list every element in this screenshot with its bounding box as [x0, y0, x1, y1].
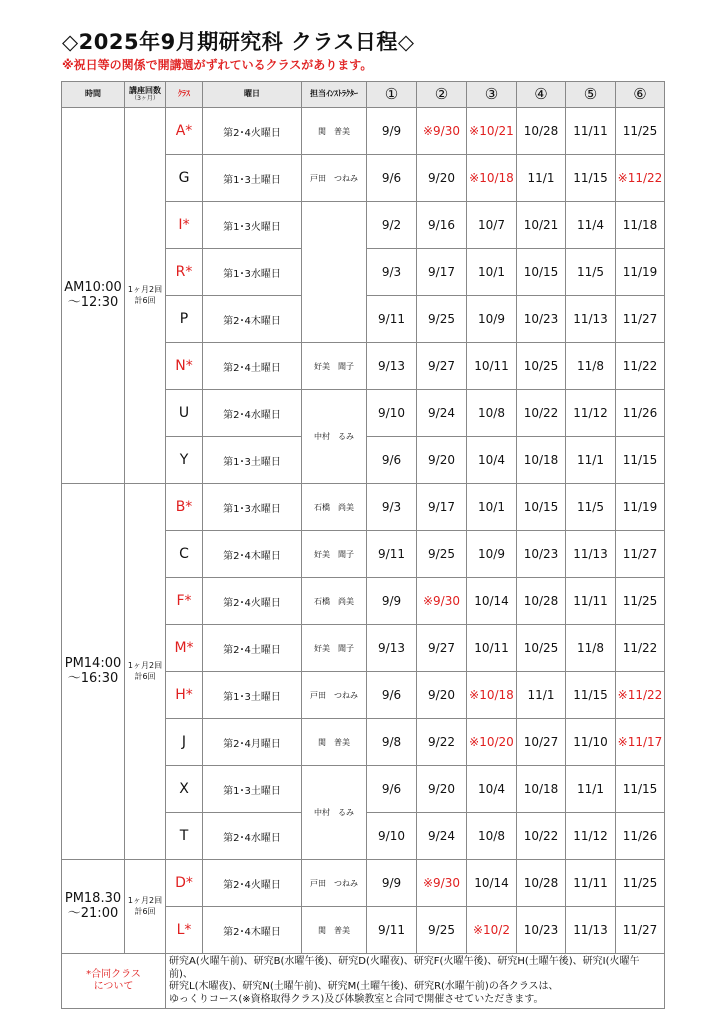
- session-date-6: 11/25: [616, 108, 665, 155]
- session-date-3: 10/9: [467, 296, 517, 343]
- session-date-1: 9/6: [367, 437, 417, 484]
- joint-class-star-icon: *: [186, 640, 194, 656]
- weekday-cell: 第2･4水曜日: [203, 813, 302, 860]
- session-date-2: 9/24: [417, 390, 467, 437]
- session-date-2: 9/25: [417, 296, 467, 343]
- joint-class-star-icon: *: [185, 264, 193, 280]
- session-date-2: 9/27: [417, 343, 467, 390]
- session-date-3: ※10/20: [467, 719, 517, 766]
- class-cell: [166, 625, 203, 672]
- session-date-1: 9/3: [367, 249, 417, 296]
- class-letter: A: [175, 123, 186, 139]
- session-date-1: 9/11: [367, 531, 417, 578]
- session-date-6: 11/22: [616, 343, 665, 390]
- session-date-5: 11/1: [566, 437, 616, 484]
- session-date-6: 11/18: [616, 202, 665, 249]
- session-date-4: 10/22: [517, 813, 566, 860]
- session-date-2: 9/24: [417, 813, 467, 860]
- session-date-2: ※9/30: [417, 860, 467, 907]
- session-date-4: 10/28: [517, 108, 566, 155]
- class-letter: H: [175, 687, 186, 703]
- session-date-5: 11/1: [566, 766, 616, 813]
- class-cell: [166, 202, 203, 249]
- class-letter: N: [175, 358, 186, 374]
- session-date-2: 9/20: [417, 766, 467, 813]
- class-cell: [166, 672, 203, 719]
- class-letter: I: [178, 217, 183, 233]
- header-time: 時間: [62, 82, 125, 108]
- session-date-4: 10/23: [517, 907, 566, 954]
- session-date-4: 10/27: [517, 719, 566, 766]
- class-letter: U: [178, 405, 190, 421]
- session-date-4: 10/28: [517, 578, 566, 625]
- weekday-cell: 第1･3土曜日: [203, 155, 302, 202]
- weekday-cell: 第1･3土曜日: [203, 766, 302, 813]
- weekday-cell: 第1･3水曜日: [203, 484, 302, 531]
- class-letter: D: [175, 875, 186, 891]
- session-count-cell: 1ヶ月2回 計6回: [125, 860, 166, 954]
- session-date-4: 10/25: [517, 625, 566, 672]
- joint-class-star-icon: *: [185, 358, 193, 374]
- table-row: [62, 860, 665, 907]
- class-cell: [166, 390, 203, 437]
- page-subtitle: ※祝日等の関係で開講週がずれているクラスがあります。: [62, 58, 373, 72]
- session-date-1: 9/11: [367, 907, 417, 954]
- session-date-3: 10/11: [467, 343, 517, 390]
- session-date-5: 11/5: [566, 249, 616, 296]
- class-letter: T: [179, 828, 189, 844]
- session-date-3: 10/14: [467, 860, 517, 907]
- session-date-5: 11/12: [566, 390, 616, 437]
- session-date-3: ※10/21: [467, 108, 517, 155]
- weekday-cell: 第1･3土曜日: [203, 437, 302, 484]
- class-letter: P: [179, 311, 189, 327]
- session-date-6: 11/22: [616, 625, 665, 672]
- session-date-1: 9/10: [367, 813, 417, 860]
- session-date-6: 11/26: [616, 813, 665, 860]
- session-date-4: 10/21: [517, 202, 566, 249]
- class-letter: R: [175, 264, 186, 280]
- session-date-4: 10/22: [517, 390, 566, 437]
- session-date-5: 11/15: [566, 155, 616, 202]
- header-count-sub: （3ヶ月）: [131, 94, 159, 102]
- class-letter: G: [178, 170, 190, 186]
- instructor-cell: 好美 聞子: [302, 625, 367, 672]
- joint-class-star-icon: *: [184, 922, 192, 938]
- session-date-2: 9/20: [417, 155, 467, 202]
- session-date-5: 11/5: [566, 484, 616, 531]
- session-date-3: 10/14: [467, 578, 517, 625]
- class-cell: [166, 155, 203, 202]
- session-date-4: 10/18: [517, 766, 566, 813]
- class-letter: C: [179, 546, 189, 562]
- session-date-3: 10/4: [467, 437, 517, 484]
- weekday-cell: 第1･3土曜日: [203, 672, 302, 719]
- session-date-1: 9/2: [367, 202, 417, 249]
- session-date-3: ※10/18: [467, 155, 517, 202]
- session-date-1: 9/3: [367, 484, 417, 531]
- session-date-4: 10/18: [517, 437, 566, 484]
- class-letter: L: [176, 922, 185, 938]
- session-date-1: 9/13: [367, 625, 417, 672]
- session-date-3: ※10/18: [467, 672, 517, 719]
- session-date-5: 11/10: [566, 719, 616, 766]
- session-date-1: 9/9: [367, 860, 417, 907]
- instructor-cell: 中村 るみ: [302, 390, 367, 484]
- header-session-4: ④: [517, 82, 566, 108]
- header-instructor: 担当ｲﾝｽﾄﾗｸﾀｰ: [302, 82, 367, 108]
- session-date-1: 9/9: [367, 108, 417, 155]
- class-letter: Y: [179, 452, 189, 468]
- weekday-cell: 第2･4火曜日: [203, 578, 302, 625]
- schedule-body: [62, 108, 665, 954]
- session-date-2: 9/22: [417, 719, 467, 766]
- session-date-3: 10/7: [467, 202, 517, 249]
- session-date-3: 10/1: [467, 249, 517, 296]
- instructor-cell: 戸田 つねみ: [302, 860, 367, 907]
- header-session-2: ②: [417, 82, 467, 108]
- class-cell: [166, 531, 203, 578]
- class-letter: M: [174, 640, 187, 656]
- note-text: 研究A(火曜午前)、研究B(水曜午後)、研究D(火曜夜)、研究F(火曜午後)、研究H(土曜午後)、研究I(火曜午前)、 研究L(木曜夜)、研究N(土曜午前)、研究M(土曜午後)、研究R(水曜午前)の各クラスは、 ゆっくりコース(※資格取得クラス)及び体験教室と合同で開催させていただきます。: [166, 954, 665, 1009]
- table-row: [62, 484, 665, 531]
- session-count-cell: 1ヶ月2回 計6回: [125, 484, 166, 860]
- time-slot-cell: PM14:00 ～16:30: [62, 484, 125, 860]
- session-date-5: 11/13: [566, 907, 616, 954]
- session-date-5: 11/11: [566, 860, 616, 907]
- session-date-5: 11/15: [566, 672, 616, 719]
- time-slot-cell: PM18.30 ～21:00: [62, 860, 125, 954]
- instructor-cell: 戸田 つねみ: [302, 672, 367, 719]
- session-date-6: ※11/17: [616, 719, 665, 766]
- class-cell: [166, 437, 203, 484]
- session-date-4: 11/1: [517, 672, 566, 719]
- instructor-cell: 関 普美: [302, 907, 367, 954]
- session-date-4: 10/15: [517, 484, 566, 531]
- session-date-3: 10/9: [467, 531, 517, 578]
- class-cell: [166, 343, 203, 390]
- weekday-cell: 第2･4木曜日: [203, 296, 302, 343]
- header-session-3: ③: [467, 82, 517, 108]
- session-date-4: 11/1: [517, 155, 566, 202]
- header-day: 曜日: [203, 82, 302, 108]
- session-date-2: 9/20: [417, 672, 467, 719]
- class-letter: J: [181, 734, 187, 750]
- session-date-6: 11/27: [616, 296, 665, 343]
- session-date-1: 9/6: [367, 766, 417, 813]
- session-date-5: 11/12: [566, 813, 616, 860]
- instructor-cell: 石橋 尚美: [302, 578, 367, 625]
- session-date-6: 11/15: [616, 437, 665, 484]
- class-cell: [166, 766, 203, 813]
- table-row: [62, 108, 665, 155]
- session-date-1: 9/13: [367, 343, 417, 390]
- session-count-cell: 1ヶ月2回 計6回: [125, 108, 166, 484]
- instructor-cell: [302, 202, 367, 343]
- header-session-1: ①: [367, 82, 417, 108]
- session-date-2: 9/17: [417, 484, 467, 531]
- instructor-cell: 好美 聞子: [302, 343, 367, 390]
- session-date-3: 10/8: [467, 390, 517, 437]
- class-cell: [166, 578, 203, 625]
- header-count: [125, 82, 166, 108]
- session-date-3: ※10/2: [467, 907, 517, 954]
- session-date-6: 11/19: [616, 484, 665, 531]
- joint-class-star-icon: *: [185, 875, 193, 891]
- session-date-2: ※9/30: [417, 108, 467, 155]
- session-date-6: ※11/22: [616, 155, 665, 202]
- session-date-4: 10/23: [517, 296, 566, 343]
- session-date-6: 11/19: [616, 249, 665, 296]
- header-count-label: 講座回数: [129, 86, 161, 96]
- session-date-5: 11/11: [566, 578, 616, 625]
- session-date-2: 9/27: [417, 625, 467, 672]
- session-date-6: 11/25: [616, 578, 665, 625]
- session-date-4: 10/15: [517, 249, 566, 296]
- class-cell: [166, 108, 203, 155]
- session-date-6: 11/27: [616, 907, 665, 954]
- class-letter: X: [179, 781, 189, 797]
- session-date-5: 11/8: [566, 625, 616, 672]
- session-date-5: 11/8: [566, 343, 616, 390]
- weekday-cell: 第2･4月曜日: [203, 719, 302, 766]
- joint-class-star-icon: *: [185, 499, 193, 515]
- class-cell: [166, 484, 203, 531]
- session-date-2: ※9/30: [417, 578, 467, 625]
- weekday-cell: 第2･4火曜日: [203, 860, 302, 907]
- session-date-1: 9/11: [367, 296, 417, 343]
- class-cell: [166, 860, 203, 907]
- weekday-cell: 第2･4土曜日: [203, 343, 302, 390]
- class-cell: [166, 249, 203, 296]
- instructor-cell: 戸田 つねみ: [302, 155, 367, 202]
- instructor-cell: 好美 聞子: [302, 531, 367, 578]
- class-letter: F: [176, 593, 185, 609]
- weekday-cell: 第2･4土曜日: [203, 625, 302, 672]
- session-date-2: 9/20: [417, 437, 467, 484]
- session-date-2: 9/25: [417, 531, 467, 578]
- instructor-cell: 中村 るみ: [302, 766, 367, 860]
- session-date-2: 9/25: [417, 907, 467, 954]
- weekday-cell: 第1･3火曜日: [203, 202, 302, 249]
- session-date-3: 10/1: [467, 484, 517, 531]
- session-date-2: 9/16: [417, 202, 467, 249]
- note-row: [62, 954, 665, 1009]
- weekday-cell: 第2･4水曜日: [203, 390, 302, 437]
- session-date-3: 10/8: [467, 813, 517, 860]
- session-date-6: 11/26: [616, 390, 665, 437]
- session-date-5: 11/13: [566, 296, 616, 343]
- class-letter: B: [175, 499, 186, 515]
- session-date-1: 9/6: [367, 155, 417, 202]
- weekday-cell: 第2･4木曜日: [203, 907, 302, 954]
- table-header-row: [62, 82, 665, 108]
- instructor-cell: 石橋 尚美: [302, 484, 367, 531]
- session-date-1: 9/10: [367, 390, 417, 437]
- note-label: *合同クラス について: [62, 954, 166, 1009]
- session-date-4: 10/23: [517, 531, 566, 578]
- class-cell: [166, 296, 203, 343]
- session-date-4: 10/25: [517, 343, 566, 390]
- session-date-6: 11/27: [616, 531, 665, 578]
- joint-class-star-icon: *: [182, 217, 190, 233]
- session-date-1: 9/6: [367, 672, 417, 719]
- header-class: ｸﾗｽ: [166, 82, 203, 108]
- page-title: ◇2025年9月期研究科 クラス日程◇: [62, 30, 415, 54]
- session-date-5: 11/13: [566, 531, 616, 578]
- weekday-cell: 第1･3水曜日: [203, 249, 302, 296]
- session-date-6: 11/15: [616, 766, 665, 813]
- session-date-1: 9/9: [367, 578, 417, 625]
- schedule-table: [61, 81, 665, 1009]
- session-date-2: 9/17: [417, 249, 467, 296]
- session-date-5: 11/11: [566, 108, 616, 155]
- joint-class-star-icon: *: [184, 593, 192, 609]
- session-date-6: ※11/22: [616, 672, 665, 719]
- class-cell: [166, 719, 203, 766]
- time-slot-cell: AM10:00 ～12:30: [62, 108, 125, 484]
- joint-class-star-icon: *: [185, 687, 193, 703]
- session-date-5: 11/4: [566, 202, 616, 249]
- session-date-1: 9/8: [367, 719, 417, 766]
- instructor-cell: 関 普美: [302, 719, 367, 766]
- weekday-cell: 第2･4火曜日: [203, 108, 302, 155]
- class-cell: [166, 907, 203, 954]
- joint-class-star-icon: *: [185, 123, 193, 139]
- header-session-5: ⑤: [566, 82, 616, 108]
- session-date-4: 10/28: [517, 860, 566, 907]
- class-cell: [166, 813, 203, 860]
- session-date-3: 10/4: [467, 766, 517, 813]
- weekday-cell: 第2･4木曜日: [203, 531, 302, 578]
- header-session-6: ⑥: [616, 82, 665, 108]
- session-date-6: 11/25: [616, 860, 665, 907]
- instructor-cell: 関 普美: [302, 108, 367, 155]
- session-date-3: 10/11: [467, 625, 517, 672]
